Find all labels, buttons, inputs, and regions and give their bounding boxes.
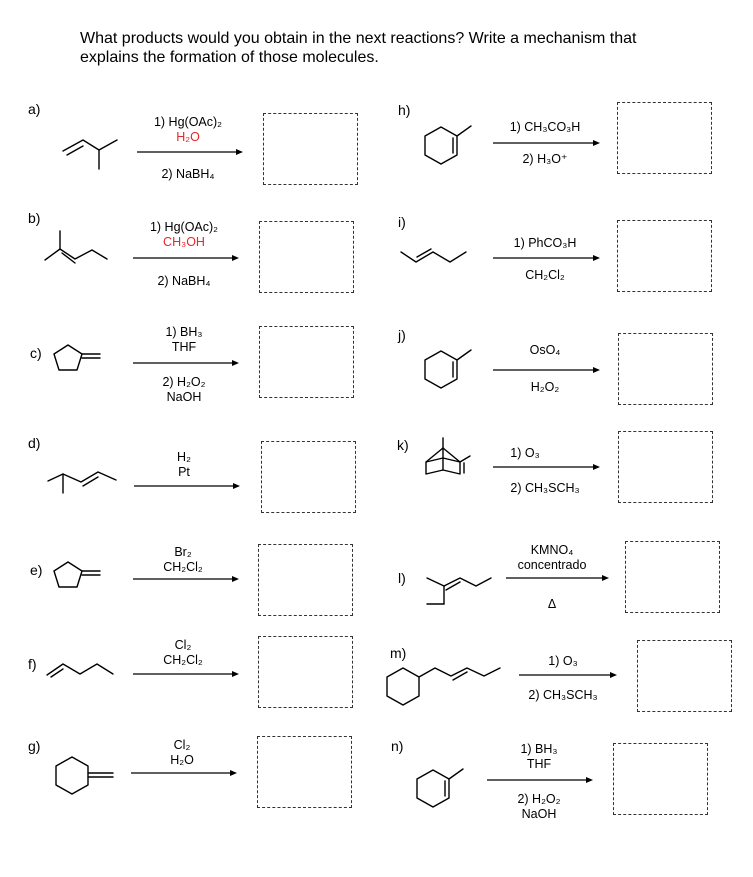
reagent-g-1: Cl₂ [173,738,191,752]
label-m: m) [390,645,407,661]
reagent-a-2: H₂O [176,130,200,144]
label-a: a) [28,101,41,117]
substrate-e [54,562,100,587]
reagent-d-2: Pt [178,465,190,479]
answer-box-n[interactable] [613,743,708,815]
conditions-b-below [129,274,239,289]
reagent-f-2: CH₂Cl₂ [163,653,203,667]
substrate-k [426,438,470,474]
reagent-c-4: NaOH [166,390,202,404]
answer-box-c[interactable] [259,326,354,398]
question-line-2: explains the formation of those molecules. [80,49,379,66]
answer-box-h[interactable] [617,102,712,174]
reagent-b-3: 2) NaBH₄ [157,274,211,288]
conditions-d-above [129,450,239,480]
answer-box-j[interactable] [618,333,713,405]
conditions-f-above [128,638,238,668]
conditions-i-below [490,268,600,283]
reagent-h-1: 1) CH₃CO₃H [509,120,581,134]
reagent-n-1: 1) BH₃ [520,742,558,756]
answer-box-k[interactable] [618,431,713,503]
reagent-d-1: H₂ [177,450,191,464]
reagent-a-3: 2) NaBH₄ [161,167,215,181]
answer-box-b[interactable] [259,221,354,293]
substrate-c [54,345,100,370]
substrate-b [45,231,107,263]
answer-box-d[interactable] [261,441,356,513]
conditions-b-above [129,220,239,250]
conditions-m-below [508,688,618,703]
label-c: c) [30,345,42,361]
reagent-e-2: CH₂Cl₂ [163,560,203,574]
conditions-a-below [133,167,243,182]
conditions-l-above [497,543,607,573]
question-line-1: What products would you obtain in the next reactions? Write a mechanism that [80,30,637,47]
reagent-k-2: 2) CH₃SCH₃ [510,481,580,495]
substrate-i [401,249,466,262]
conditions-h-below [490,152,600,167]
answer-box-f[interactable] [258,636,353,708]
conditions-j-below [490,380,600,395]
reagent-l-2: concentrado [517,558,587,572]
reagent-l-3: Δ [547,597,557,611]
label-e: e) [30,562,43,578]
reagent-m-1: 1) O₃ [548,654,578,668]
reagent-e-1: Br₂ [174,545,192,559]
label-d: d) [28,435,41,451]
substrate-g [56,757,113,794]
label-n: n) [391,738,404,754]
conditions-n-below [484,792,594,822]
reagent-f-1: Cl₂ [174,638,192,652]
conditions-m-above [513,654,613,669]
label-l: l) [398,570,406,586]
reagent-b-2: CH₃OH [163,235,205,249]
substrate-j [425,350,471,388]
conditions-j-above [490,343,600,358]
label-f: f) [28,656,37,672]
conditions-c-below [129,375,239,405]
conditions-k-below [490,481,600,496]
substrate-f [47,664,113,677]
reagent-l-1: KMNO₄ [530,543,574,557]
reagent-n-2: THF [526,757,552,771]
reagent-j-2: H₂O₂ [530,380,560,394]
answer-box-g[interactable] [257,736,352,808]
reagent-i-1: 1) PhCO₃H [513,236,577,250]
conditions-k-above [470,446,580,461]
reagent-i-2: CH₂Cl₂ [525,268,565,282]
reagent-c-3: 2) H₂O₂ [162,375,206,389]
conditions-i-above [490,236,600,251]
label-h: h) [398,102,411,118]
conditions-a-above [133,115,243,145]
substrate-h [425,126,471,164]
reagent-h-2: 2) H₃O⁺ [522,152,568,166]
label-b: b) [28,210,41,226]
conditions-g-above [127,738,237,768]
substrate-m [387,668,500,705]
label-i: i) [398,214,406,230]
substrate-d [48,472,116,493]
reagent-c-1: 1) BH₃ [165,325,203,339]
reagent-j-1: OsO₄ [529,343,561,357]
conditions-e-above [128,545,238,575]
reagent-m-2: 2) CH₃SCH₃ [528,688,598,702]
reagent-a-1: 1) Hg(OAc)₂ [153,115,223,129]
conditions-h-above [490,120,600,135]
answer-box-e[interactable] [258,544,353,616]
label-j: j) [398,327,406,343]
reagent-c-2: THF [171,340,197,354]
conditions-c-above [129,325,239,355]
label-k: k) [397,437,409,453]
conditions-l-below [497,597,607,612]
reagent-g-2: H₂O [170,753,194,767]
substrate-a [63,140,117,169]
conditions-n-above [484,742,594,772]
label-g: g) [28,738,41,754]
answer-box-i[interactable] [617,220,712,292]
answer-box-a[interactable] [263,113,358,185]
answer-box-l[interactable] [625,541,720,613]
reagent-n-3: 2) H₂O₂ [517,792,561,806]
answer-box-m[interactable] [637,640,732,712]
reagent-k-1: 1) O₃ [510,446,540,460]
reagent-n-4: NaOH [521,807,557,821]
substrate-l [427,578,491,604]
substrate-n [417,769,463,807]
reagent-b-1: 1) Hg(OAc)₂ [149,220,219,234]
